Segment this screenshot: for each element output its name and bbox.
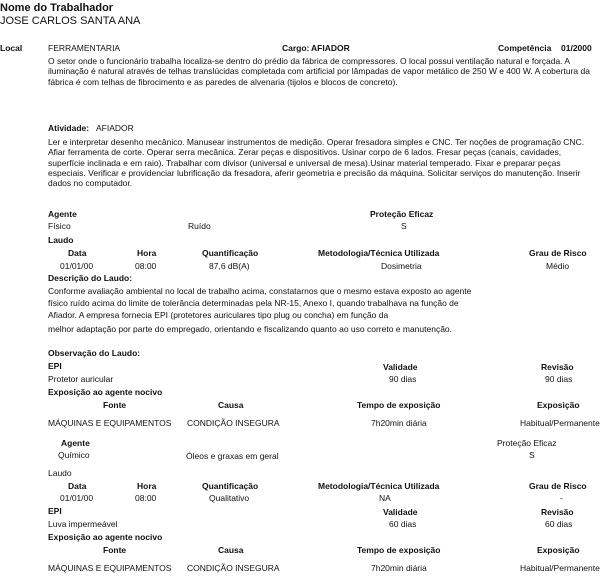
agent1-agente-detail: Ruído	[188, 221, 211, 231]
agent1-revisao-value: 90 dias	[545, 374, 573, 384]
agent2-col-fonte: Fonte	[103, 545, 127, 555]
agent2-col-causa: Causa	[218, 545, 244, 555]
agent2-protecao-value: S	[529, 450, 535, 460]
agent1-epi-value: Protetor auricular	[48, 374, 114, 384]
agent1-protecao-label: Proteção Eficaz	[370, 209, 434, 219]
agent1-agente-value: Físico	[48, 221, 71, 231]
agent1-col-metod: Metodologia/Técnica Utilizada	[318, 248, 440, 258]
agent2-row-hora: 08:00	[135, 493, 157, 503]
agent2-col-data: Data	[68, 481, 87, 491]
agent1-observacao-label: Observação do Laudo:	[48, 348, 141, 358]
cargo-label: Cargo:	[282, 43, 310, 53]
agent2-epi-label: EPI	[48, 506, 62, 516]
agent2-row-metod: NA	[379, 493, 391, 503]
agent2-col-grau: Grau de Risco	[529, 481, 587, 491]
agent1-epi-label: EPI	[48, 361, 62, 371]
location-description: O setor onde o funcionário trabalha localiza-se dentro do prédio da fábrica de compressores. O local possui ventilação natural e forçada. A iluminação é natural através de telhas translúcidas completada com artificial por lâmpadas de vapor metálico de 250 W e 400 W. A cobertura da fábrica é com telhas de fibrocimento e as paredes de alvenaria (tijolos e blocos de concreto).	[48, 56, 590, 87]
agent2-col-quant: Quantificação	[202, 481, 259, 491]
agent1-col-quant: Quantificação	[202, 248, 259, 258]
agent1-descricao-line: físico ruído acima do limite de tolerância determinadas pela NR-15, Anexo I, quando trabalhava na função de	[48, 298, 459, 308]
agent2-row-quant: Qualitativo	[209, 493, 250, 503]
agent2-laudo-label: Laudo	[48, 468, 72, 478]
agent2-col-tempo: Tempo de exposição	[357, 545, 441, 555]
agent2-validade-label: Validade	[383, 507, 418, 517]
activity-value: AFIADOR	[96, 123, 134, 133]
competencia-label: Competência	[498, 43, 552, 53]
activity-label: Atividade:	[48, 123, 90, 133]
agent1-agente-label: Agente	[48, 209, 77, 219]
agent2-agente-detail: Óleos e graxas em geral	[186, 451, 279, 461]
competencia-value: 01/2000	[561, 43, 592, 53]
agent1-descricao-label: Descrição do Laudo:	[48, 273, 133, 283]
agent1-validade-value: 90 dias	[389, 374, 417, 384]
local-value: FERRAMENTARIA	[48, 43, 121, 53]
agent1-fonte-value: MÁQUINAS E EQUIPAMENTOS	[48, 418, 172, 428]
activity-description: Ler e interpretar desenho mecânico. Manusear instrumentos de medição. Operar fresadora simples e CNC. Ter noções de programação CNC. Afiar ferramenta de corte. Operar serra mecânica. Zerar peças e dispositivos. Usinar corpo de 6 lados. Fresar peças (canais, cavidades, superfície inclinada e em raio). Trabalhar com divisor (universal e universal de mesa).Usinar material temperado. Fixar e preparar peças especiais. Verificar e providenciar lubrificação da fresadora, aferir geometria e precisão da máquina. Solicitar serviços do manutenção. Inserir dados no computador.	[48, 137, 585, 189]
local-label: Local	[0, 43, 23, 53]
agent2-row-data: 01/01/00	[60, 493, 94, 503]
agent2-fonte-value: MÁQUINAS E EQUIPAMENTOS	[48, 563, 172, 573]
cargo-value: AFIADOR	[311, 43, 350, 53]
agent1-laudo-label: Laudo	[48, 235, 74, 245]
agent2-protecao-label: Proteção Eficaz	[497, 438, 557, 448]
worker-name-label: Nome do Trabalhador	[0, 2, 114, 14]
agent1-protecao-value: S	[401, 221, 407, 231]
agent2-exposicao-label: Exposição ao agente nocivo	[48, 532, 163, 542]
agent1-causa-value: CONDIÇÃO INSEGURA	[187, 418, 280, 428]
agent1-exposicao-value: Habitual/Permanente	[520, 418, 600, 428]
agent1-descricao-line: melhor adaptação por parte do empregado, orientando e fiscalizando quanto ao uso correto e manutenção.	[48, 324, 453, 334]
agent1-row-quant: 87,6 dB(A)	[209, 261, 250, 271]
agent1-descricao-line: Afiador. A empresa fornecia EPI (protetores auriculares tipo plug ou concha) em função da	[48, 310, 389, 320]
agent1-row-data: 01/01/00	[60, 261, 94, 271]
agent2-exposicao-value: Habitual/Permanente	[520, 563, 600, 573]
agent1-row-hora: 08:00	[135, 261, 157, 271]
agent1-exposicao-label: Exposição ao agente nocivo	[48, 387, 163, 397]
agent2-agente-value: Químico	[58, 450, 90, 460]
worker-name: JOSE CARLOS SANTA ANA	[0, 15, 141, 27]
agent1-descricao-line: Conforme avaliação ambiental no local de trabalho acima, constatarnos que o mesmo estava exposto ao agente	[48, 286, 472, 296]
agent2-tempo-value: 7h20min diária	[371, 563, 427, 573]
agent1-col-exposicao: Exposição	[537, 400, 580, 410]
agent1-revisao-label: Revisão	[541, 362, 574, 372]
agent2-validade-value: 60 dias	[389, 519, 417, 529]
agent1-row-grau: Médio	[546, 261, 570, 271]
agent1-validade-label: Validade	[383, 362, 418, 372]
agent1-col-tempo: Tempo de exposição	[357, 400, 441, 410]
agent2-agente-label: Agente	[61, 438, 90, 448]
agent1-row-metod: Dosimetria	[381, 261, 422, 271]
agent2-col-metod: Metodologia/Técnica Utilizada	[318, 481, 440, 491]
agent2-revisao-value: 60 dias	[545, 519, 573, 529]
agent1-col-grau: Grau de Risco	[529, 248, 587, 258]
agent2-epi-value: Luva impermeável	[48, 519, 118, 529]
agent1-tempo-value: 7h20min diária	[371, 418, 427, 428]
agent2-row-grau: -	[560, 493, 563, 503]
agent1-col-hora: Hora	[137, 248, 157, 258]
agent2-revisao-label: Revisão	[541, 507, 574, 517]
agent1-col-data: Data	[68, 248, 87, 258]
agent1-col-causa: Causa	[218, 400, 244, 410]
agent2-causa-value: CONDIÇÃO INSEGURA	[187, 563, 280, 573]
agent2-col-exposicao: Exposição	[537, 545, 580, 555]
agent2-col-hora: Hora	[137, 481, 157, 491]
agent1-col-fonte: Fonte	[103, 400, 127, 410]
